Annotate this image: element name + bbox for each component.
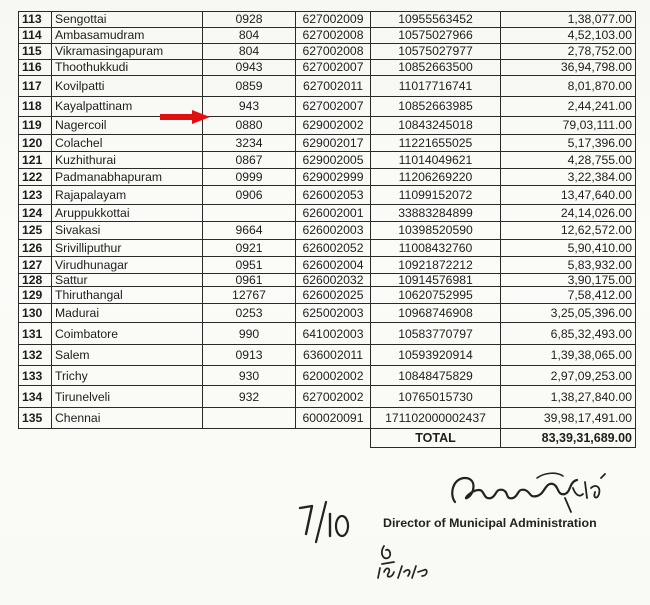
table-row [19, 12, 636, 28]
code-cell: 0999 [203, 169, 296, 186]
account-number-cell: 10583770797 [371, 323, 501, 345]
account-number-cell: 10848475829 [371, 366, 501, 386]
account-number-cell: 10575027977 [371, 44, 501, 60]
amount-cell: 5,83,932.00 [501, 257, 636, 274]
amount-cell: 1,39,38,065.00 [501, 345, 636, 366]
account-number-cell: 10955563452 [371, 12, 501, 28]
code-cell: 3234 [203, 135, 296, 152]
code-cell: 0943 [203, 60, 296, 76]
serial-number-cell: 131 [19, 323, 52, 345]
serial-number-cell: 120 [19, 135, 52, 152]
serial-number-cell: 115 [19, 44, 52, 60]
code-cell: 0951 [203, 257, 296, 274]
table-row [19, 345, 636, 366]
table-row [19, 97, 636, 117]
table-row [19, 152, 636, 169]
table-row [19, 205, 636, 222]
code-cell: 0880 [203, 117, 296, 135]
municipality-name-cell: Coimbatore [52, 323, 203, 345]
ddo-code-cell: 629002017 [296, 135, 371, 152]
serial-number-cell: 118 [19, 97, 52, 117]
amount-cell: 13,47,640.00 [501, 186, 636, 205]
ddo-code-cell: 627002011 [296, 76, 371, 97]
municipality-name-cell: Padmanabhapuram [52, 169, 203, 186]
table-row [19, 240, 636, 257]
ddo-code-cell: 629002999 [296, 169, 371, 186]
code-cell: 990 [203, 323, 296, 345]
table-row [19, 323, 636, 345]
code-cell: 932 [203, 386, 296, 408]
municipality-name-cell: Madurai [52, 304, 203, 323]
handwritten-note-7-10 [296, 498, 354, 548]
code-cell [203, 408, 296, 429]
code-cell: 930 [203, 366, 296, 386]
amount-cell: 2,78,752.00 [501, 44, 636, 60]
serial-number-cell: 134 [19, 386, 52, 408]
signatory-designation: Director of Municipal Administration [383, 516, 597, 530]
municipality-name-cell: Virudhunagar [52, 257, 203, 274]
total-row [19, 429, 636, 448]
table-row [19, 386, 636, 408]
ddo-code-cell: 626002052 [296, 240, 371, 257]
payment-table-body [19, 12, 636, 448]
amount-cell: 1,38,27,840.00 [501, 386, 636, 408]
serial-number-cell: 113 [19, 12, 52, 28]
amount-cell: 5,17,396.00 [501, 135, 636, 152]
code-cell: 0913 [203, 345, 296, 366]
municipality-name-cell: Thoothukkudi [52, 60, 203, 76]
table-row [19, 366, 636, 386]
total-row-spacer [19, 429, 371, 448]
amount-cell: 6,85,32,493.00 [501, 323, 636, 345]
account-number-cell: 10852663985 [371, 97, 501, 117]
municipality-name-cell: Sengottai [52, 12, 203, 28]
account-number-cell: 11017716741 [371, 76, 501, 97]
serial-number-cell: 116 [19, 60, 52, 76]
payment-table [18, 11, 636, 448]
account-number-cell: 11014049621 [371, 152, 501, 169]
account-number-cell: 11099152072 [371, 186, 501, 205]
account-number-cell: 10620752995 [371, 287, 501, 304]
ddo-code-cell: 629002002 [296, 117, 371, 135]
municipality-name-cell: Colachel [52, 135, 203, 152]
ddo-code-cell: 641002003 [296, 323, 371, 345]
amount-cell: 39,98,17,491.00 [501, 408, 636, 429]
account-number-cell: 11206269220 [371, 169, 501, 186]
serial-number-cell: 114 [19, 28, 52, 44]
amount-cell: 3,22,384.00 [501, 169, 636, 186]
amount-cell: 5,90,410.00 [501, 240, 636, 257]
ddo-code-cell: 627002002 [296, 386, 371, 408]
account-number-cell: 11221655025 [371, 135, 501, 152]
code-cell: 0928 [203, 12, 296, 28]
amount-cell: 24,14,026.00 [501, 205, 636, 222]
municipality-name-cell: Trichy [52, 366, 203, 386]
code-cell: 0859 [203, 76, 296, 97]
municipality-name-cell: Rajapalayam [52, 186, 203, 205]
amount-cell: 4,28,755.00 [501, 152, 636, 169]
ddo-code-cell: 626002001 [296, 205, 371, 222]
serial-number-cell: 129 [19, 287, 52, 304]
table-row [19, 60, 636, 76]
account-number-cell: 10575027966 [371, 28, 501, 44]
amount-cell: 36,94,798.00 [501, 60, 636, 76]
ddo-code-cell: 636002011 [296, 345, 371, 366]
account-number-cell: 10914576981 [371, 274, 501, 287]
total-amount: 83,39,31,689.00 [501, 429, 636, 448]
amount-cell: 4,52,103.00 [501, 28, 636, 44]
table-row [19, 287, 636, 304]
serial-number-cell: 127 [19, 257, 52, 274]
table-row [19, 76, 636, 97]
code-cell: 804 [203, 28, 296, 44]
code-cell: 0961 [203, 274, 296, 287]
amount-cell: 7,58,412.00 [501, 287, 636, 304]
amount-cell: 1,38,077.00 [501, 12, 636, 28]
table-row [19, 135, 636, 152]
amount-cell: 8,01,870.00 [501, 76, 636, 97]
serial-number-cell: 135 [19, 408, 52, 429]
ddo-code-cell: 626002003 [296, 222, 371, 240]
code-cell: 804 [203, 44, 296, 60]
municipality-name-cell: Salem [52, 345, 203, 366]
ddo-code-cell: 627002007 [296, 97, 371, 117]
table-row [19, 117, 636, 135]
account-number-cell: 171102000002437 [371, 408, 501, 429]
red-arrow-icon [160, 110, 210, 124]
ddo-code-cell: 627002009 [296, 12, 371, 28]
total-label: TOTAL [371, 429, 501, 448]
municipality-name-cell: Thiruthangal [52, 287, 203, 304]
serial-number-cell: 124 [19, 205, 52, 222]
table-row [19, 274, 636, 287]
code-cell [203, 205, 296, 222]
municipality-name-cell: Ambasamudram [52, 28, 203, 44]
amount-cell: 2,97,09,253.00 [501, 366, 636, 386]
serial-number-cell: 122 [19, 169, 52, 186]
municipality-name-cell: Vikramasingapuram [52, 44, 203, 60]
amount-cell: 3,90,175.00 [501, 274, 636, 287]
ddo-code-cell: 626002025 [296, 287, 371, 304]
amount-cell: 3,25,05,396.00 [501, 304, 636, 323]
amount-cell: 12,62,572.00 [501, 222, 636, 240]
municipality-name-cell: Kuzhithurai [52, 152, 203, 169]
ddo-code-cell: 627002007 [296, 60, 371, 76]
table-row [19, 304, 636, 323]
serial-number-cell: 123 [19, 186, 52, 205]
code-cell: 0867 [203, 152, 296, 169]
ddo-code-cell: 626002004 [296, 257, 371, 274]
ddo-code-cell: 627002008 [296, 28, 371, 44]
serial-number-cell: 121 [19, 152, 52, 169]
amount-cell: 2,44,241.00 [501, 97, 636, 117]
municipality-name-cell: Sivakasi [52, 222, 203, 240]
serial-number-cell: 125 [19, 222, 52, 240]
account-number-cell: 10852663500 [371, 60, 501, 76]
municipality-name-cell: Kovilpatti [52, 76, 203, 97]
municipality-name-cell: Nagercoil [52, 117, 203, 135]
table-row [19, 44, 636, 60]
table-row [19, 408, 636, 429]
account-number-cell: 10593920914 [371, 345, 501, 366]
serial-number-cell: 119 [19, 117, 52, 135]
account-number-cell: 11008432760 [371, 240, 501, 257]
serial-number-cell: 130 [19, 304, 52, 323]
ddo-code-cell: 627002008 [296, 44, 371, 60]
table-row [19, 257, 636, 274]
serial-number-cell: 128 [19, 274, 52, 287]
account-number-cell: 33883284899 [371, 205, 501, 222]
table-row [19, 222, 636, 240]
ddo-code-cell: 629002005 [296, 152, 371, 169]
account-number-cell: 10921872212 [371, 257, 501, 274]
code-cell: 9664 [203, 222, 296, 240]
ddo-code-cell: 620002002 [296, 366, 371, 386]
ddo-code-cell: 626002032 [296, 274, 371, 287]
ddo-code-cell: 626002053 [296, 186, 371, 205]
municipality-name-cell: Sattur [52, 274, 203, 287]
serial-number-cell: 133 [19, 366, 52, 386]
code-cell: 943 [203, 97, 296, 117]
account-number-cell: 10398520590 [371, 222, 501, 240]
serial-number-cell: 117 [19, 76, 52, 97]
municipality-name-cell: Tirunelveli [52, 386, 203, 408]
ddo-code-cell: 625002003 [296, 304, 371, 323]
ddo-code-cell: 600020091 [296, 408, 371, 429]
table-row [19, 28, 636, 44]
table-row [19, 169, 636, 186]
amount-cell: 79,03,111.00 [501, 117, 636, 135]
code-cell: 12767 [203, 287, 296, 304]
serial-number-cell: 126 [19, 240, 52, 257]
code-cell: 0906 [203, 186, 296, 205]
director-signature [445, 468, 615, 516]
account-number-cell: 10843245018 [371, 117, 501, 135]
municipality-name-cell: Kayalpattinam [52, 97, 203, 117]
serial-number-cell: 132 [19, 345, 52, 366]
municipality-name-cell: Chennai [52, 408, 203, 429]
account-number-cell: 10765015730 [371, 386, 501, 408]
table-row [19, 186, 636, 205]
handwritten-initials-date [372, 542, 442, 582]
code-cell: 0921 [203, 240, 296, 257]
municipality-name-cell: Aruppukkottai [52, 205, 203, 222]
code-cell: 0253 [203, 304, 296, 323]
account-number-cell: 10968746908 [371, 304, 501, 323]
municipality-name-cell: Srivilliputhur [52, 240, 203, 257]
